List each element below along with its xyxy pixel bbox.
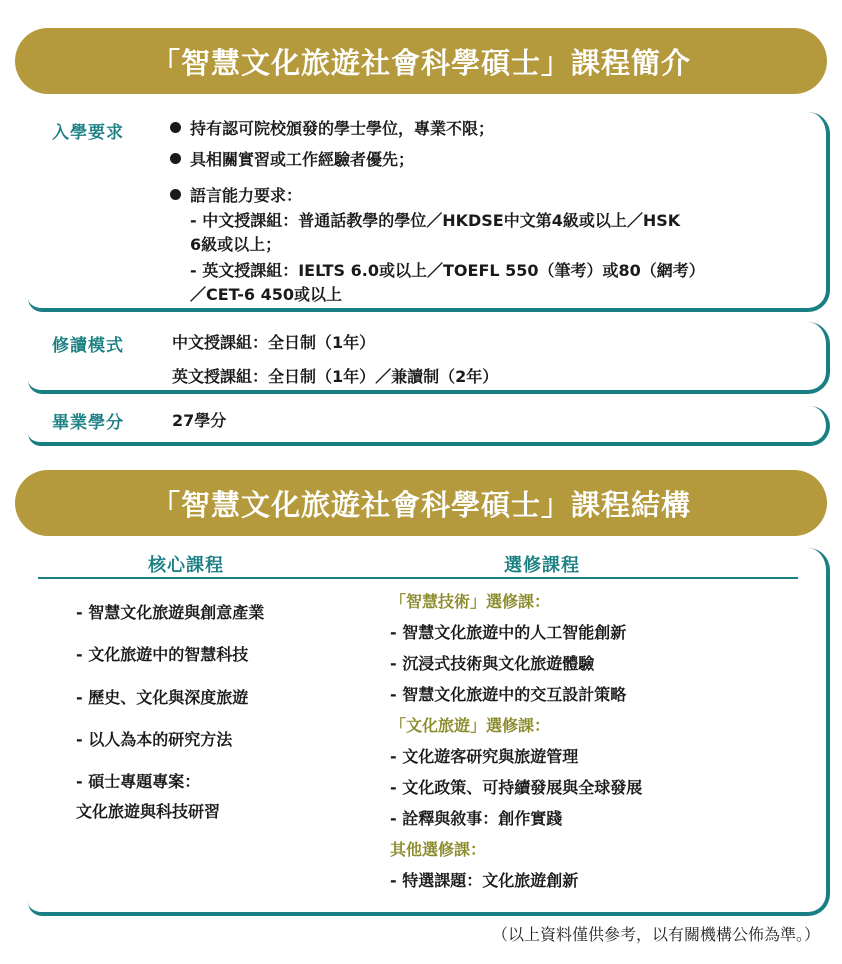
elective-group-smart-tech: 「智慧技術」選修課： (390, 592, 551, 611)
admission-bullet-1: 持有認可院校頒發的學士學位，專業不限； (190, 119, 495, 138)
elective-item: - 智慧文化旅遊中的人工智能創新 (390, 623, 627, 642)
bullet-icon (170, 153, 181, 164)
elective-group-other: 其他選修課： (390, 840, 487, 859)
mode-label: 修讀模式 (52, 336, 124, 356)
language-chinese-line-1: - 中文授課組：普通話教學的學位／HKDSE中文第4級或以上／HSK (190, 211, 681, 230)
column-divider (38, 577, 798, 579)
bullet-icon (170, 122, 181, 133)
core-item: - 碩士專題專案： (76, 772, 201, 791)
core-item: - 以人為本的研究方法 (76, 730, 233, 749)
elective-heading: 選修課程 (504, 555, 580, 576)
elective-item: - 文化遊客研究與旅遊管理 (390, 747, 579, 766)
elective-item: - 智慧文化旅遊中的交互設計策略 (390, 685, 627, 704)
language-chinese-line-2: 6級或以上； (190, 235, 282, 254)
bullet-icon (170, 189, 181, 200)
credits-label: 畢業學分 (52, 413, 124, 433)
admission-bullet-2: 具相關實習或工作經驗者優先； (190, 150, 415, 169)
admission-label: 入學要求 (52, 123, 124, 143)
mode-line-2: 英文授課組：全日制（1年）／兼讀制（2年） (172, 367, 499, 386)
structure-banner: 「智慧文化旅遊社會科學碩士」課程結構 (15, 470, 827, 536)
language-english-line-1: - 英文授課組：IELTS 6.0或以上／TOEFL 550（筆考）或80（網考） (190, 261, 705, 280)
elective-item: - 特選課題：文化旅遊創新 (390, 871, 579, 890)
credits-frame (28, 406, 830, 446)
elective-item: - 沉浸式技術與文化旅遊體驗 (390, 654, 595, 673)
core-item: 文化旅遊與科技研習 (76, 802, 221, 821)
core-item: - 歷史、文化與深度旅遊 (76, 688, 249, 707)
core-item: - 智慧文化旅遊與創意產業 (76, 603, 265, 622)
elective-group-cultural-tourism: 「文化旅遊」選修課： (390, 716, 551, 735)
mode-line-1: 中文授課組：全日制（1年） (172, 333, 376, 352)
core-heading: 核心課程 (148, 555, 224, 576)
intro-banner: 「智慧文化旅遊社會科學碩士」課程簡介 (15, 28, 827, 94)
footnote: （以上資料僅供參考，以有關機構公佈為準。） (491, 925, 820, 944)
elective-item: - 文化政策、可持續發展與全球發展 (390, 778, 643, 797)
admission-bullet-3: 語言能力要求： (190, 186, 303, 205)
language-english-line-2: ／CET-6 450或以上 (190, 285, 342, 304)
elective-item: - 詮釋與敘事：創作實踐 (390, 809, 563, 828)
core-item: - 文化旅遊中的智慧科技 (76, 645, 249, 664)
credits-value: 27學分 (172, 411, 227, 430)
